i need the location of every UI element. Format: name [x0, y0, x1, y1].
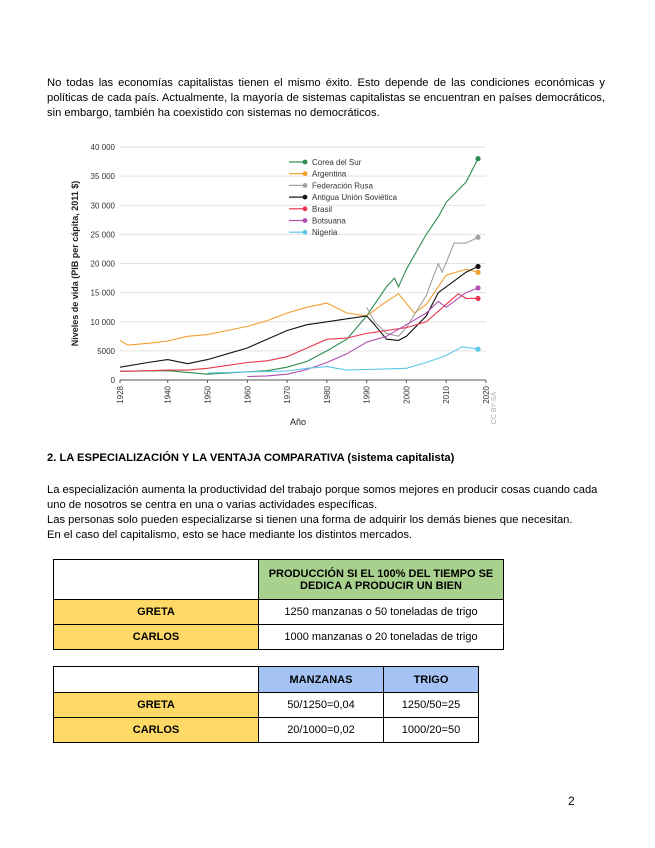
- series-end-marker: [475, 264, 480, 269]
- row-name-greta: GRETA: [54, 600, 259, 625]
- credit-text: CC BY-SA: [491, 391, 498, 425]
- y-tick-label: 35 000: [90, 172, 115, 182]
- x-tick-label: 2020: [482, 386, 491, 404]
- legend-label: Brasil: [312, 204, 333, 214]
- legend-label: Federación Rusa: [312, 181, 373, 191]
- y-tick-label: 20 000: [90, 259, 115, 269]
- x-tick-label: 1940: [163, 386, 173, 404]
- x-axis-label: Año: [289, 417, 307, 427]
- x-tick-label: 1950: [203, 386, 213, 404]
- series-end-marker: [475, 235, 480, 240]
- legend-label: Nigeria: [312, 228, 338, 238]
- y-axis-label: Niveles de vida (PIB per cápita, 2011 $): [70, 180, 80, 347]
- trigo-carlos: 1000/20=50: [384, 718, 479, 743]
- x-tick-label: 2000: [402, 386, 412, 404]
- series-end-marker: [475, 156, 480, 161]
- empty-corner-cell: [54, 667, 259, 693]
- table-header-row: [54, 667, 479, 693]
- legend-marker: [303, 230, 308, 235]
- trigo-greta: 1250/50=25: [384, 693, 479, 718]
- table-row: [54, 625, 504, 650]
- series-end-marker: [475, 270, 480, 275]
- legend-label: Argentina: [312, 169, 347, 179]
- x-tick-label: 2010: [442, 386, 452, 404]
- legend-marker: [303, 195, 308, 200]
- manzanas-greta: 50/1250=0,04: [259, 693, 384, 718]
- y-tick-label: 30 000: [90, 201, 115, 211]
- series-end-marker: [475, 296, 480, 301]
- page-number: 2: [568, 794, 575, 808]
- specialization-text: [47, 483, 605, 543]
- legend-marker: [303, 171, 308, 176]
- y-tick-label: 15 000: [90, 288, 115, 298]
- production-table: [53, 559, 504, 650]
- table-header-row: [54, 560, 504, 600]
- row-name-carlos: CARLOS: [54, 625, 259, 650]
- y-tick-label: 25 000: [90, 230, 115, 240]
- spec-line-2: Las personas solo pueden especializarse si tienen una forma de adquirir los demás bienes que necesitan.: [47, 514, 573, 526]
- x-tick-label: 1990: [362, 386, 372, 404]
- table-row: [54, 718, 479, 743]
- legend-marker: [303, 183, 308, 188]
- legend-label: Corea del Sur: [312, 158, 362, 167]
- production-value-carlos: 1000 manzanas o 20 toneladas de trigo: [259, 625, 504, 650]
- legend-marker: [303, 218, 308, 223]
- production-value-greta: 1250 manzanas o 50 toneladas de trigo: [259, 600, 504, 625]
- table-row: [54, 693, 479, 718]
- section-title: 2. LA ESPECIALIZACIÓN Y LA VENTAJA COMPARATIVA (sistema capitalista): [47, 452, 455, 464]
- manzanas-carlos: 20/1000=0,02: [259, 718, 384, 743]
- header-trigo: TRIGO: [384, 667, 479, 693]
- legend-label: Botsuana: [312, 216, 346, 226]
- legend-marker: [303, 206, 308, 211]
- y-tick-label: 5000: [97, 346, 115, 356]
- table-row: [54, 600, 504, 625]
- gdp-line-chart: [60, 138, 510, 433]
- row-name-greta: GRETA: [54, 693, 259, 718]
- series-line: [120, 159, 478, 375]
- spec-line-3: En el caso del capitalismo, esto se hace mediante los distintos mercados.: [47, 529, 413, 541]
- y-tick-label: 10 000: [90, 317, 115, 327]
- header-manzanas: MANZANAS: [259, 667, 384, 693]
- x-tick-label: 1960: [243, 386, 253, 404]
- y-tick-label: 0: [110, 376, 115, 385]
- x-tick-label: 1970: [283, 386, 293, 404]
- x-tick-label: 1980: [322, 386, 332, 404]
- legend-marker: [303, 160, 308, 165]
- empty-corner-cell: [54, 560, 259, 600]
- legend-label: Antigua Unión Soviética: [312, 193, 397, 203]
- intro-paragraph: No todas las economías capitalistas tienen el mismo éxito. Esto depende de las condiciones económicas y políticas de cada país. Actualmente, la mayoría de sistemas capitalistas se encuentran en países democráticos, sin embargo, también ha coexistido con sistemas no democráticos.: [47, 77, 605, 119]
- y-tick-label: 40 000: [90, 143, 115, 152]
- series-line: [120, 269, 478, 345]
- series-end-marker: [475, 285, 480, 290]
- series-end-marker: [475, 347, 480, 352]
- row-name-carlos: CARLOS: [54, 718, 259, 743]
- production-header: PRODUCCIÓN SI EL 100% DEL TIEMPO SE DEDICA A PRODUCIR UN BIEN: [259, 560, 504, 600]
- spec-line-1: La especialización aumenta la productividad del trabajo porque somos mejores en producir cosas cuando cada uno de nosotros se centra en una o varias actividades específicas.: [47, 484, 598, 511]
- opportunity-cost-table: [53, 666, 479, 743]
- x-tick-label: 1928: [116, 386, 125, 404]
